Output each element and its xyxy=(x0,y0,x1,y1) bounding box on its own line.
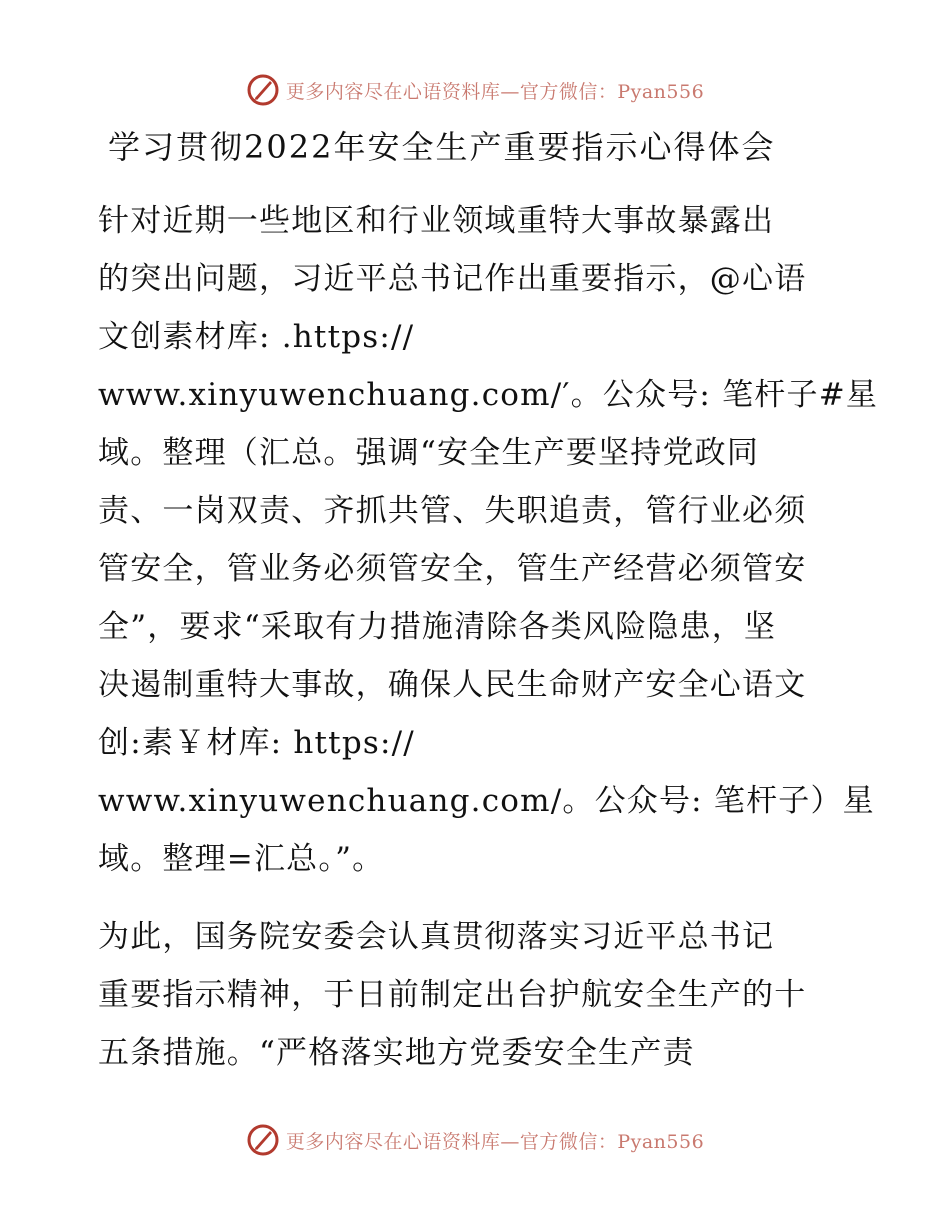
quill-logo-icon xyxy=(246,73,280,107)
text-line: 重要指示精神，于日前制定出台护航安全生产的十 xyxy=(98,977,807,1013)
paragraph-2 xyxy=(98,908,858,1082)
banner-label: 更多内容尽在心语资料库—官方微信： xyxy=(285,1130,618,1153)
banner-wechat-id: Pyan556 xyxy=(617,1130,705,1153)
banner-text xyxy=(286,1127,704,1154)
text-line: 的突出问题，习近平总书记作出重要指示，@心语 xyxy=(98,261,807,297)
text-line: www.xinyuwenchuang.com/′。公众号: 笔杆子#星 xyxy=(98,377,879,413)
paragraph-1 xyxy=(98,192,879,888)
text-line: 决遏制重特大事故，确保人民生命财产安全心语文 xyxy=(98,667,807,703)
text-line: 五条措施。“严格落实地方党委安全生产责 xyxy=(98,1035,695,1071)
header-banner xyxy=(0,70,950,110)
text-line: 域。整理=汇总。”。 xyxy=(98,841,385,877)
footer-banner xyxy=(0,1120,950,1160)
text-line: 域。整理（汇总。强调“安全生产要坚持党政同 xyxy=(98,435,760,471)
text-line: 责、一岗双责、齐抓共管、失职追责，管行业必须 xyxy=(98,493,807,529)
text-line: www.xinyuwenchuang.com/。公众号: 笔杆子）星 xyxy=(98,783,875,819)
text-line: 针对近期一些地区和行业领域重特大事故暴露出 xyxy=(98,203,775,239)
text-line: 管安全，管业务必须管安全，管生产经营必须管安 xyxy=(98,551,807,587)
quill-logo-icon xyxy=(246,1123,280,1157)
text-line: 创:素￥材库: https:// xyxy=(98,725,415,761)
banner-wechat-id: Pyan556 xyxy=(617,80,705,103)
banner-label: 更多内容尽在心语资料库—官方微信： xyxy=(285,80,618,103)
text-line: 文创素材库: .https:// xyxy=(98,319,415,355)
banner-text xyxy=(286,77,704,104)
text-line: 为此，国务院安委会认真贯彻落实习近平总书记 xyxy=(98,919,775,955)
document-title: 学习贯彻2022年安全生产重要指示心得体会 xyxy=(108,128,776,166)
text-line: 全”，要求“采取有力措施清除各类风险隐患，坚 xyxy=(98,609,777,645)
